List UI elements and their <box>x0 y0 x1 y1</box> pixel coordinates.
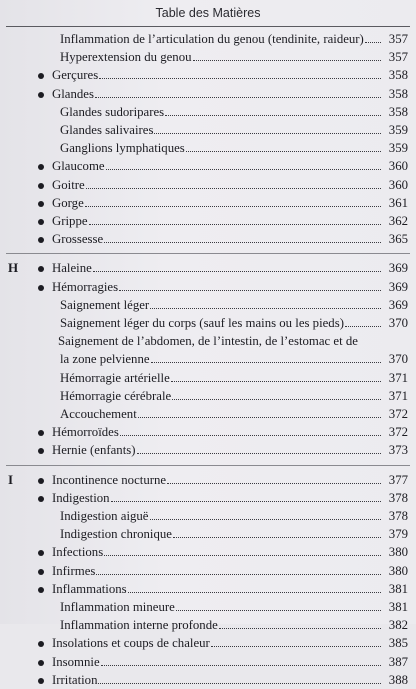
toc-entry <box>0 634 416 652</box>
entry-label: Haleine <box>52 261 92 276</box>
page-number: 358 <box>388 68 408 83</box>
toc-entry <box>0 369 416 387</box>
page-number: 380 <box>388 563 408 578</box>
page-number: 372 <box>388 407 408 421</box>
entry-label: Incontinence nocturne <box>52 472 167 487</box>
page-number: 378 <box>388 509 408 523</box>
entry-label: Irritation <box>52 672 98 687</box>
page-number: 361 <box>388 195 408 210</box>
entry-label: Inflammations <box>52 581 127 596</box>
dot-leader <box>106 159 381 170</box>
toc-entry <box>0 387 416 405</box>
dot-leader <box>365 32 381 43</box>
toc-entry <box>0 489 416 507</box>
toc-entry <box>0 507 416 525</box>
page-number: 379 <box>388 527 408 542</box>
toc-entry <box>0 139 416 157</box>
dot-leader <box>98 673 381 684</box>
toc-entry <box>0 103 416 121</box>
toc-entry <box>0 653 416 671</box>
bullet-icon <box>38 164 44 170</box>
dot-leader <box>193 50 382 61</box>
page-number: 387 <box>388 654 408 669</box>
toc-entry <box>0 671 416 689</box>
page-number: 372 <box>388 425 408 440</box>
toc-entry <box>0 85 416 103</box>
page-number: 357 <box>388 50 408 65</box>
page-number: 359 <box>388 123 408 137</box>
bullet-icon <box>38 266 44 272</box>
bullet-icon <box>38 183 44 189</box>
section-letter: I <box>8 471 14 487</box>
toc-entry <box>0 562 416 580</box>
toc-entry <box>0 405 416 423</box>
entry-label: Glaucome <box>52 159 105 174</box>
dot-leader <box>171 371 381 382</box>
bullet-icon <box>38 678 44 684</box>
dot-leader <box>167 473 381 484</box>
bullet-icon <box>38 201 44 207</box>
page-number: 359 <box>388 141 408 156</box>
toc-entry <box>0 259 416 277</box>
page-number: 365 <box>388 232 408 247</box>
bullet-icon <box>38 496 44 502</box>
toc-entry <box>0 616 416 634</box>
page-number: 373 <box>388 443 408 458</box>
bullet-icon <box>38 587 44 593</box>
toc-entry <box>0 598 416 616</box>
entry-label: Hernie (enfants) <box>52 443 136 458</box>
entry-label: Indigestion aiguë <box>60 509 149 523</box>
entry-label: Glandes <box>52 86 94 101</box>
entry-label: Gerçures <box>52 68 99 83</box>
toc-entry <box>0 296 416 314</box>
section-divider <box>6 253 410 254</box>
toc-entry <box>0 212 416 230</box>
bullet-icon <box>38 237 44 243</box>
entry-label: Insomnie <box>52 654 100 669</box>
toc-entry <box>0 441 416 459</box>
dot-leader <box>151 352 381 363</box>
dot-leader <box>95 87 381 98</box>
dot-leader <box>138 407 381 418</box>
entry-label: Accouchement <box>60 407 137 421</box>
entry-label: Grossesse <box>52 232 104 247</box>
toc-entry <box>0 66 416 84</box>
dot-leader <box>165 105 381 116</box>
dot-leader <box>150 509 382 520</box>
dot-leader <box>154 123 381 134</box>
dot-leader <box>104 545 381 556</box>
entry-label: Inflammation interne profonde <box>60 618 218 633</box>
bullet-icon <box>38 430 44 436</box>
dot-leader <box>99 68 381 79</box>
bullet-icon <box>38 448 44 454</box>
page-number: 381 <box>388 600 408 614</box>
dot-leader <box>137 443 382 454</box>
page-number: 388 <box>388 672 408 687</box>
dot-leader <box>150 298 381 309</box>
entry-label: Hémorragie artérielle <box>60 370 170 385</box>
bullet-icon <box>38 219 44 225</box>
page-number: 369 <box>388 261 408 276</box>
page-number: 360 <box>388 159 408 174</box>
page-number: 381 <box>388 581 408 596</box>
toc-entry <box>0 176 416 194</box>
toc-entry <box>0 471 416 489</box>
toc-entry <box>0 30 416 48</box>
dot-leader <box>85 196 381 207</box>
dot-leader <box>186 141 381 152</box>
entry-label: Inflammation de l’articulation du genou (tendinite, raideur) <box>60 32 364 46</box>
entry-label: Hémorragies <box>52 279 119 294</box>
toc-entry <box>0 580 416 598</box>
page-number: 357 <box>388 32 408 46</box>
page-number: 369 <box>388 279 408 294</box>
dot-leader <box>111 491 381 502</box>
entry-label: Indigestion chronique <box>60 527 172 542</box>
dot-leader <box>173 527 381 538</box>
entry-label: Inflammation mineure <box>60 600 175 614</box>
page-number: 362 <box>388 214 408 228</box>
bullet-icon <box>38 641 44 647</box>
page-number: 371 <box>388 370 408 385</box>
entry-label-line: Saignement de l’abdomen, de l’intestin, de l’estomac et de <box>58 334 358 349</box>
page-number: 358 <box>388 104 408 119</box>
page-number: 371 <box>388 388 408 403</box>
entry-label: Hyperextension du genou <box>60 50 192 65</box>
dot-leader <box>104 232 381 243</box>
entry-label: Ganglions lymphatiques <box>60 141 185 156</box>
bullet-icon <box>38 569 44 575</box>
bullet-icon <box>38 478 44 484</box>
entry-label: Goitre <box>52 177 85 192</box>
dot-leader <box>345 316 381 327</box>
header-rule <box>6 26 410 27</box>
toc-entry <box>0 194 416 212</box>
toc-entry <box>0 350 416 368</box>
dot-leader <box>101 655 381 666</box>
dot-leader <box>93 261 381 272</box>
entry-label: Infirmes <box>52 563 96 578</box>
toc-entry <box>0 157 416 175</box>
dot-leader <box>211 636 381 647</box>
bullet-icon <box>38 550 44 556</box>
page-number: 385 <box>388 636 408 651</box>
page-number: 370 <box>388 316 408 330</box>
page-number: 380 <box>388 545 408 560</box>
page-number: 378 <box>388 490 408 505</box>
entry-label: Saignement léger du corps (sauf les mains ou les pieds) <box>60 316 344 330</box>
bullet-icon <box>38 660 44 666</box>
bullet-icon <box>38 285 44 291</box>
toc-entry <box>0 230 416 248</box>
entry-label: Saignement léger <box>60 297 150 312</box>
page-number: 377 <box>388 472 408 487</box>
bullet-icon <box>38 92 44 98</box>
dot-leader <box>119 280 381 291</box>
entry-label: Gorge <box>52 195 84 210</box>
entry-label: Grippe <box>52 214 88 228</box>
entry-label: Hémorragie cérébrale <box>60 388 172 403</box>
page-number: 370 <box>388 352 408 367</box>
toc-entry <box>0 543 416 561</box>
page-number: 369 <box>388 297 408 312</box>
dot-leader <box>120 425 381 436</box>
section-letter: H <box>8 260 19 276</box>
dot-leader <box>172 389 381 400</box>
toc-entry <box>0 423 416 441</box>
bullet-icon <box>38 73 44 79</box>
toc-entry <box>0 48 416 66</box>
section-divider <box>6 465 410 466</box>
dot-leader <box>176 600 381 611</box>
entry-label: Infections <box>52 545 104 560</box>
toc-entry <box>0 278 416 296</box>
toc-entry <box>0 121 416 139</box>
dot-leader <box>96 564 381 575</box>
dot-leader <box>128 582 381 593</box>
entry-label: Hémorroïdes <box>52 425 119 440</box>
dot-leader <box>89 214 381 225</box>
page-header: Table des Matières <box>155 6 261 20</box>
dot-leader <box>86 178 381 189</box>
entry-label: Insolations et coups de chaleur <box>52 636 210 651</box>
toc-entry <box>0 525 416 543</box>
page-number: 360 <box>388 177 408 192</box>
entry-label: Indigestion <box>52 490 110 505</box>
entry-label: la zone pelvienne <box>60 352 150 367</box>
entry-label: Glandes salivaires <box>60 123 154 137</box>
entry-label: Glandes sudoripares <box>60 104 165 119</box>
page-number: 382 <box>388 618 408 633</box>
toc-entry <box>0 314 416 332</box>
page-number: 358 <box>388 86 408 101</box>
